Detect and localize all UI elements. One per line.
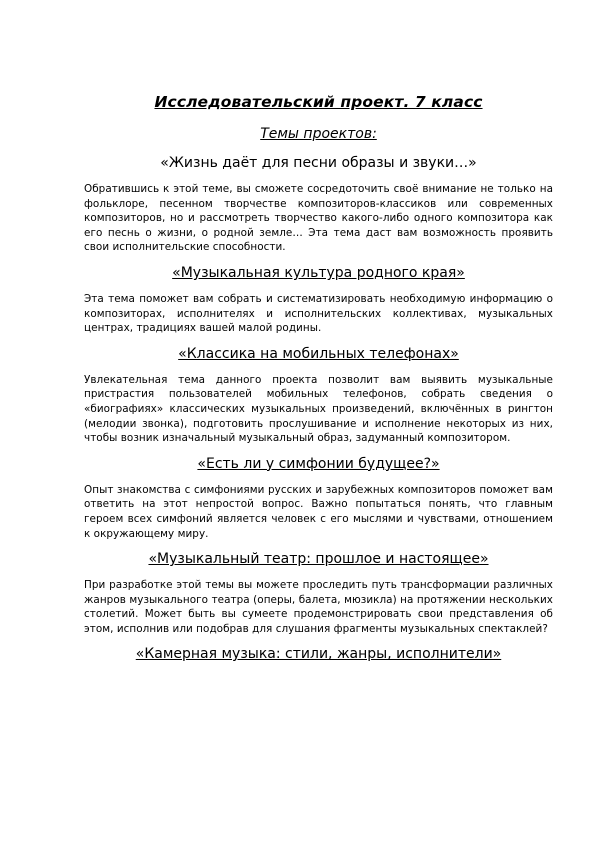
topic-text: Увлекательная тема данного проекта позволит вам выявить музыкальные пристрастия пользователей мобильных телефонов, собрать сведения о «биографиях» классических музыкальных произведений, включённых в рингтон (мелодии звонка), подготовить прослушивание и исполнение некоторых из них, чтобы возник изначальный музыкальный образ, задуманный композитором. [84, 373, 553, 445]
topic-title: «Жизнь даёт для песни образы и звуки…» [160, 155, 477, 171]
topic-text: Опыт знакомства с симфониями русских и зарубежных композиторов поможет вам ответить на этот непростой вопрос. Важно попытаться понять, что главным героем всех симфоний является человек с его мыслями и чувствами, отношением к окружающему миру. [84, 483, 553, 540]
topic-text: Эта тема поможет вам собрать и систематизировать необходимую информацию о композиторах, исполнителях и исполнительских коллективах, музыкальных центрах, традициях вашей малой родины. [84, 292, 553, 335]
topic-section [84, 154, 553, 255]
topic-title: «Классика на мобильных телефонах» [178, 345, 459, 362]
topic-text: Обратившись к этой теме, вы сможете сосредоточить своё внимание не только на фольклоре, песенном творчестве композиторов-классиков или современных композиторов, но и рассмотреть творчество какого-либо одного композитора как его песнь о жизни, о родной земле… Эта тема даст вам возможность проявить свои исполнительские способности. [84, 183, 553, 254]
topic-title: «Камерная музыка: стили, жанры, исполнители» [135, 646, 502, 663]
topic-section [84, 264, 553, 336]
topic-title: «Есть ли у симфонии будущее?» [197, 455, 440, 472]
document-title: Исследовательский проект. 7 класс [154, 93, 483, 111]
topic-text: При разработке этой темы вы можете проследить путь трансформации различных жанров музыкального театра (оперы, балета, мюзикла) на протяжении нескольких столетий. Может быть вы сумеете продемонстрировать свои представления об этом, исполнив или подобрав для слушания фрагменты музыкальных спектаклей? [84, 579, 553, 635]
topic-section [84, 645, 553, 663]
document-subtitle: Темы проектов: [260, 126, 377, 142]
topic-section [84, 550, 553, 636]
topic-section [84, 345, 553, 446]
topic-title: «Музыкальный театр: прошлое и настоящее» [148, 551, 489, 568]
topic-section [84, 455, 553, 541]
topic-title: «Музыкальная культура родного края» [172, 264, 465, 281]
